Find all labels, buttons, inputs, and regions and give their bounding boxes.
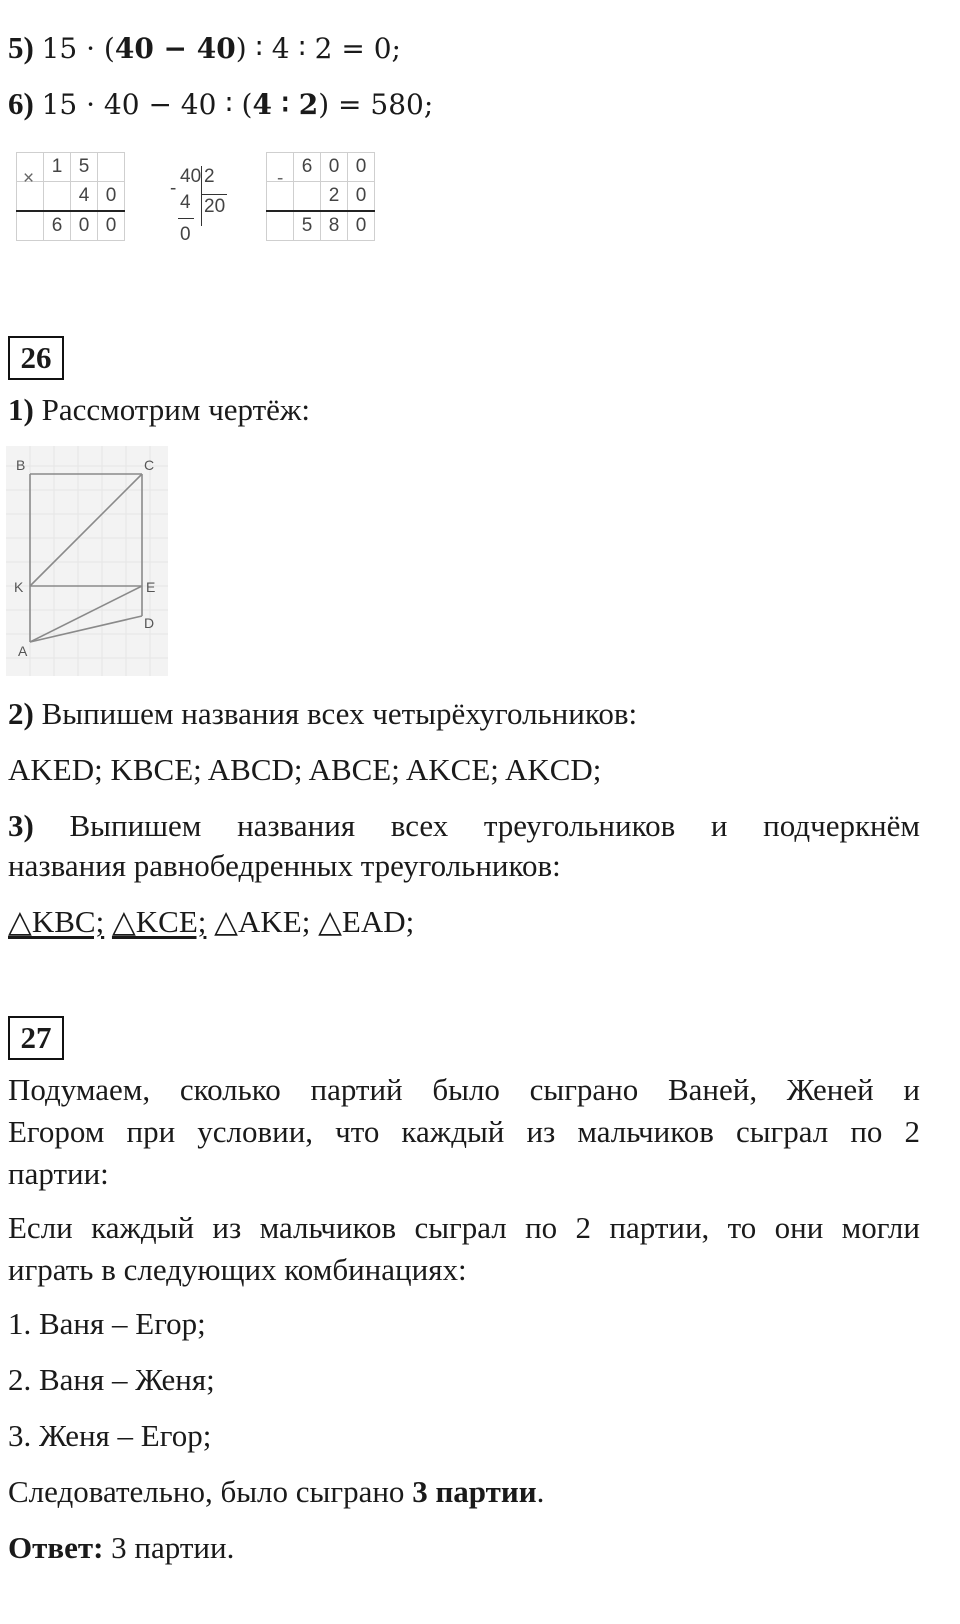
- minus-sign: -: [170, 178, 177, 199]
- long-division: [170, 160, 240, 250]
- step-number: 3): [8, 808, 34, 843]
- grid-cell: 0: [348, 153, 375, 182]
- grid-cell: 0: [321, 153, 348, 182]
- vertex-label: C: [144, 457, 155, 473]
- item-number: 5): [8, 30, 34, 65]
- grid-cell: 0: [98, 182, 125, 212]
- grid-cell: 6: [294, 153, 321, 182]
- quadrilaterals-list: AKED; KBCE; ABCD; ABCE; AKCE; AKCD;: [8, 752, 602, 787]
- step-text: Выпишем названия всех четырёхугольников:: [33, 696, 638, 731]
- vertex-label: K: [14, 579, 24, 595]
- grid-cell: 0: [71, 211, 98, 241]
- triangles-list: [8, 904, 414, 940]
- grid-cell: 0: [348, 182, 375, 212]
- divisor: 2: [204, 166, 215, 187]
- conclusion-value: 3 партии: [412, 1474, 537, 1509]
- combination-item: 3. Женя – Егор;: [8, 1418, 212, 1453]
- vertex-label: D: [144, 615, 155, 631]
- expr-part: 15 · 40 − 40 ∶ (: [41, 88, 253, 121]
- grid-cell: 1: [44, 153, 71, 182]
- column-multiplication: [16, 152, 125, 241]
- grid-cell: 5: [294, 211, 321, 241]
- task27-para1-line1: Подумаем, сколько партий было сыграно Ваней, Женей и: [8, 1072, 920, 1107]
- isosceles-triangle: △KBC;: [8, 904, 105, 939]
- grid-cell: 2: [321, 182, 348, 212]
- quotient: 20: [204, 196, 226, 217]
- grid-cell: 5: [71, 153, 98, 182]
- grid-cell: [44, 182, 71, 212]
- step-number: 2): [8, 696, 34, 731]
- expr-part: ) = 580;: [318, 88, 434, 121]
- subtrahend: 4: [180, 192, 191, 213]
- isosceles-triangle: △KCE;: [111, 904, 207, 939]
- grid-cell: 6: [44, 211, 71, 241]
- dividend: 40: [180, 166, 202, 187]
- conclusion-text: Следовательно, было сыграно: [8, 1474, 413, 1509]
- minus-sign: -: [277, 168, 284, 189]
- operator-cell: [17, 168, 44, 212]
- expression-6: [8, 86, 433, 123]
- remainder: 0: [180, 224, 191, 245]
- task27-para1-line2: Егором при условии, что каждый из мальчиков сыграл по 2: [8, 1114, 920, 1149]
- step-number: 1): [8, 392, 34, 427]
- grid-cell: 8: [321, 211, 348, 241]
- task27-para2-line1: Если каждый из мальчиков сыграл по 2 партии, то они могли: [8, 1210, 920, 1245]
- quotient-line: [201, 194, 227, 195]
- task27-para1-line3: партии:: [8, 1156, 109, 1191]
- grid-cell: 4: [71, 182, 98, 212]
- task-number-27: 27: [8, 1016, 64, 1060]
- grid-cell: 0: [348, 211, 375, 241]
- grid-cell: 0: [98, 211, 125, 241]
- step-text: Выпишем названия всех треугольников и подчеркнём: [33, 808, 920, 843]
- combination-item: 1. Ваня – Егор;: [8, 1306, 206, 1341]
- triangle: △EAD;: [318, 904, 415, 939]
- expr-part: ) ∶ 4 ∶ 2 = 0;: [235, 32, 401, 65]
- grid-cell: [98, 153, 125, 182]
- vertex-label: A: [18, 643, 28, 659]
- expr-part: 15 · (: [41, 32, 115, 65]
- conclusion-end: .: [536, 1474, 545, 1509]
- division-bar: [201, 166, 202, 226]
- subtraction-line: [178, 218, 194, 219]
- answer: [8, 1530, 234, 1566]
- expr-part-bold: 4 ∶ 2: [252, 88, 319, 121]
- item-number: 6): [8, 86, 34, 121]
- multiply-sign: ×: [23, 168, 35, 189]
- grid-cell: [267, 211, 294, 241]
- grid-cell: [294, 182, 321, 212]
- answer-text: 3 партии.: [103, 1530, 235, 1565]
- vertex-label: E: [146, 579, 156, 595]
- task26-step3-line2: названия равнобедренных треугольников:: [8, 848, 561, 883]
- expression-5: [8, 30, 401, 67]
- operator-cell: [267, 168, 294, 212]
- task26-step1: [8, 392, 310, 428]
- triangle: △AKE;: [214, 904, 311, 939]
- vertex-label: B: [16, 457, 26, 473]
- combination-item: 2. Ваня – Женя;: [8, 1362, 215, 1397]
- task26-step2: [8, 696, 637, 732]
- column-subtraction: [266, 152, 375, 241]
- task26-step3-line1: [8, 806, 920, 846]
- geometry-figure: [6, 446, 168, 676]
- answer-label: Ответ:: [8, 1530, 104, 1565]
- expr-part-bold: 40 − 40: [114, 32, 236, 65]
- step-text: Рассмотрим чертёж:: [33, 392, 310, 427]
- task-number-26: 26: [8, 336, 64, 380]
- conclusion: [8, 1474, 544, 1510]
- task27-para2-line2: играть в следующих комбинациях:: [8, 1252, 467, 1287]
- grid-cell: [17, 211, 44, 241]
